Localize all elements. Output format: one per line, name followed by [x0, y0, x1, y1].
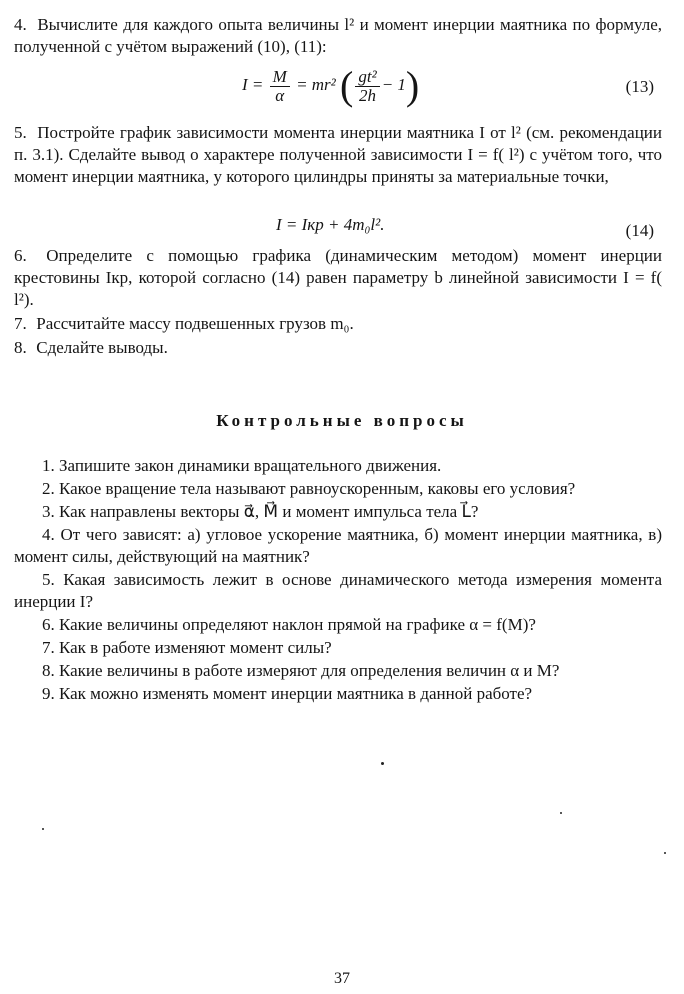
- item-number: 5.: [14, 123, 27, 142]
- instruction-item-7: [14, 313, 662, 335]
- instruction-list-bottom: [14, 245, 662, 361]
- question-item: 8. Какие величины в работе измеряют для определения величин α и M?: [42, 661, 560, 680]
- question-item: 6. Какие величины определяют наклон прямой на графике α = f(M)?: [42, 615, 536, 634]
- section-heading: Контрольные вопросы: [216, 411, 468, 430]
- scan-speck: [664, 852, 666, 854]
- instruction-item-8: [14, 337, 662, 359]
- formula-middle: = mr²: [296, 74, 336, 94]
- scan-speck: [42, 828, 44, 830]
- item-number: 4.: [14, 15, 27, 34]
- question-item: 5. Какая зависимость лежит в основе динамического метода измерения момента инерции I?: [14, 570, 662, 611]
- right-paren: ): [405, 63, 420, 108]
- question-item: 9. Как можно изменять момент инерции маятника в данной работе?: [42, 684, 533, 703]
- item-number: 7.: [14, 314, 27, 333]
- item-text: Определите с помощью графика (динамическим методом) момент инерции крестовины Iкр, которой согласно (14) равен параметру b линейной зависимости I = f( l²).: [14, 246, 662, 309]
- formula-14-expression: I = Iкр + 4m₀l².: [276, 215, 385, 234]
- item-text: Постройте график зависимости момента инерции маятника I от l² (см. рекомендации п. 3.1). Сделайте вывод о характере полученной зависимости I = f( l²) с учётом того, что момент инерции маятника, у которого цилиндры приняты за материальные точки,: [14, 123, 662, 186]
- equation-number: (14): [625, 221, 654, 240]
- question-item: 2. Какое вращение тела называют равноускоренным, каковы его условия?: [42, 479, 576, 498]
- fraction-gt-2h: [355, 68, 379, 105]
- instruction-item-6: [14, 245, 662, 311]
- formula-13: [14, 63, 662, 108]
- item-text: Рассчитайте массу подвешенных грузов m₀.: [36, 314, 354, 333]
- scan-speck: [560, 812, 562, 814]
- left-paren: (: [340, 63, 354, 108]
- instruction-item-4: [14, 14, 662, 58]
- question-item: 3. Как направлены векторы α⃗, M⃗ и момент импульса тела L⃗?: [42, 502, 479, 521]
- equation-number: (13): [625, 77, 654, 96]
- item-number: 6.: [14, 246, 27, 265]
- fraction-numerator: gt²: [355, 68, 379, 87]
- formula-tail: − 1: [381, 74, 406, 94]
- question-item: 7. Как в работе изменяют момент силы?: [42, 638, 332, 657]
- item-text: Сделайте выводы.: [36, 338, 168, 357]
- item-number: 8.: [14, 338, 27, 357]
- fraction-m-alpha: [270, 68, 290, 105]
- instruction-item-5: [14, 122, 662, 188]
- instruction-list-top: [14, 14, 662, 60]
- item-text: Вычислите для каждого опыта величины l² и момент инерции маятника по формуле, полученной с учётом выражений (10), (11):: [14, 15, 662, 56]
- question-item: 1. Запишите закон динамики вращательного движения.: [42, 456, 442, 475]
- review-questions-list: [14, 455, 662, 706]
- instruction-list-middle: [14, 122, 662, 190]
- fraction-denominator: 2h: [359, 85, 377, 105]
- formula-14: [14, 210, 662, 250]
- formula-lhs: I =: [242, 74, 264, 94]
- page-number: 37: [334, 970, 350, 987]
- formula-13-expression: [242, 63, 420, 108]
- fraction-numerator: M: [270, 68, 290, 87]
- fraction-denominator: α: [275, 85, 285, 105]
- scan-speck: [381, 762, 384, 765]
- question-item: 4. От чего зависят: а) угловое ускорение маятника, б) момент инерции маятника, в) момент силы, действующий на маятник?: [14, 525, 662, 566]
